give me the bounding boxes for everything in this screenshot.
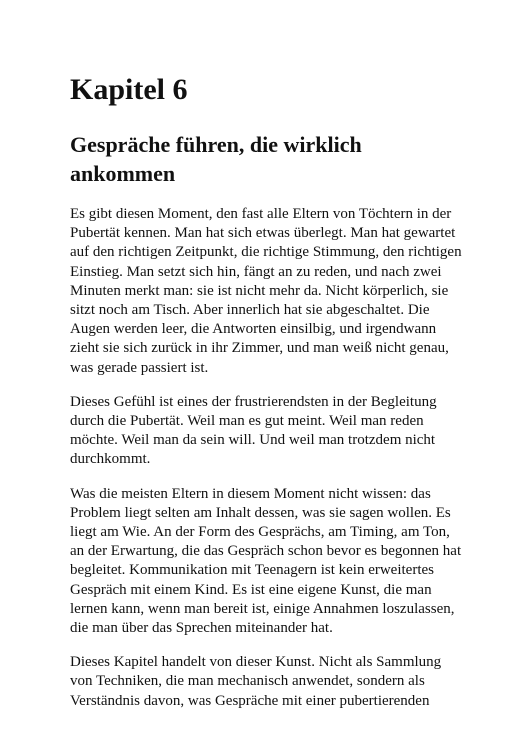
paragraph: Dieses Gefühl ist eines der frustrierendsten in der Begleitung durch die Pubertät. Weil man es gut meint. Weil man reden möchte. Weil man da sein will. Und weil man trotzdem nicht durchkommt. xyxy=(70,393,437,468)
section-title: Gespräche führen, die wirklich ankommen xyxy=(70,132,362,186)
chapter-title: Kapitel 6 xyxy=(70,73,188,106)
paragraph: Was die meisten Eltern in diesem Moment nicht wissen: das Problem liegt selten am Inhalt dessen, was sie sagen wollen. Es liegt am Wie. An der Form des Gesprächs, am Timing, am Ton, an der Erwartung, die das Gespräch schon bevor es begonnen hat begleitet. Kommunikation mit Teenagern ist kein erweitertes Gespräch mit einem Kind. Es ist eine eigene Kunst, die man lernen kann, wenn man bereit ist, einige Annahmen loszulassen, die man über das Sprechen miteinander hat. xyxy=(70,485,462,637)
chapter-body xyxy=(70,205,462,726)
paragraph: Es gibt diesen Moment, den fast alle Eltern von Töchtern in der Pubertät kennen. Man hat sich etwas überlegt. Man hat gewartet auf den richtigen Zeitpunkt, die richtige Stimmung, den richtigen Einstieg. Man setzt sich hin, fängt an zu reden, und nach zwei Minuten merkt man: sie ist nicht mehr da. Nicht körperlich, sie sitzt noch am Tisch. Aber innerlich hat sie abgeschaltet. Die Augen werden leer, die Antworten einsilbig, und irgendwann zieht sie sich zurück in ihr Zimmer, und man weiß nicht genau, was gerade passiert ist. xyxy=(70,206,462,376)
paragraph: Dieses Kapitel handelt von dieser Kunst. Nicht als Sammlung von Techniken, die man mechanisch anwendet, sondern als Verständnis davon, was Gespräche mit einer pubertierenden xyxy=(70,654,442,709)
